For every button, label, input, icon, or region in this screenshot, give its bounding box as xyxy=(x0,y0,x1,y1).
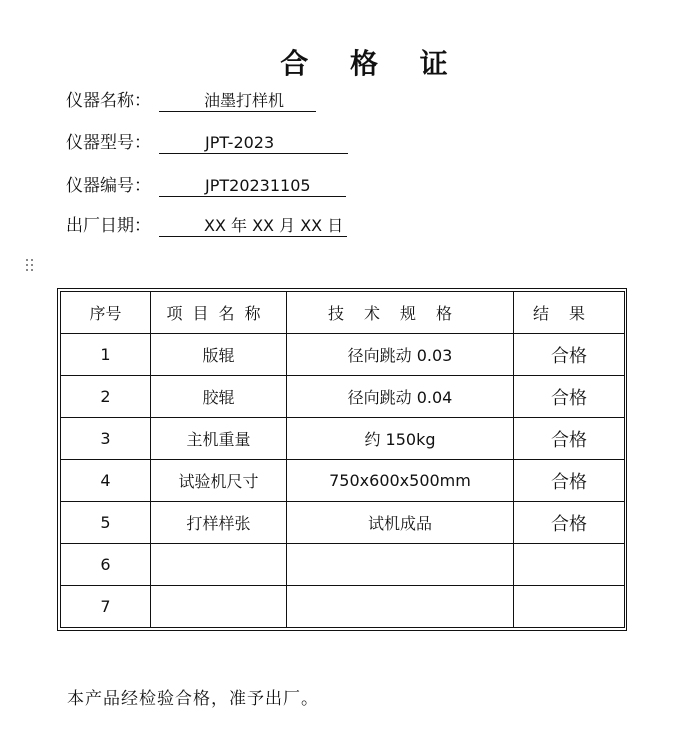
cell-index: 7 xyxy=(61,586,151,628)
field-label: 仪器编号： xyxy=(66,176,151,196)
header-result: 结果 xyxy=(532,304,605,323)
field-label: 仪器名称： xyxy=(66,91,151,111)
cell-spec xyxy=(287,586,514,628)
cell-result: 合格 xyxy=(514,460,625,502)
cell-item xyxy=(151,586,287,628)
field-label: 出厂日期： xyxy=(66,216,151,236)
table-move-handle-icon[interactable] xyxy=(24,258,36,274)
header-item: 项目名称 xyxy=(166,304,271,323)
cell-result: 合格 xyxy=(514,334,625,376)
header-spec: 技术规格 xyxy=(327,304,472,323)
cell-result: 合格 xyxy=(514,502,625,544)
header-cell xyxy=(514,292,625,334)
table-row xyxy=(61,502,625,544)
cell-index: 6 xyxy=(61,544,151,586)
cell-index: 1 xyxy=(61,334,151,376)
inspection-table xyxy=(57,288,627,631)
cell-spec: 约 150kg xyxy=(287,418,514,460)
table-row xyxy=(61,460,625,502)
cell-spec: 径向跳动 0.04 xyxy=(287,376,514,418)
cell-result: 合格 xyxy=(514,376,625,418)
document-title: 合 格 证 xyxy=(280,47,464,80)
cell-result xyxy=(514,586,625,628)
table-row xyxy=(61,418,625,460)
table-row xyxy=(61,544,625,586)
field-value: XX 年 XX 月 XX 日 xyxy=(159,213,347,237)
cell-index: 2 xyxy=(61,376,151,418)
cell-item: 主机重量 xyxy=(151,418,287,460)
cell-item: 打样样张 xyxy=(151,502,287,544)
header-cell xyxy=(151,292,287,334)
cell-item: 胶辊 xyxy=(151,376,287,418)
field-label: 仪器型号： xyxy=(66,133,151,153)
cell-spec: 750x600x500mm xyxy=(287,460,514,502)
cell-item xyxy=(151,544,287,586)
cell-spec xyxy=(287,544,514,586)
cell-result xyxy=(514,544,625,586)
cell-index: 3 xyxy=(61,418,151,460)
cell-item: 试验机尺寸 xyxy=(151,460,287,502)
field-value: JPT-2023 xyxy=(159,130,348,154)
cell-spec: 试机成品 xyxy=(287,502,514,544)
header-index: 序号 xyxy=(89,304,122,323)
cell-result: 合格 xyxy=(514,418,625,460)
cell-item: 版辊 xyxy=(151,334,287,376)
cell-spec: 径向跳动 0.03 xyxy=(287,334,514,376)
cell-index: 4 xyxy=(61,460,151,502)
table-header-row xyxy=(61,292,625,334)
table-row xyxy=(61,376,625,418)
table-row xyxy=(61,586,625,628)
footer-statement: 本产品经检验合格，准予出厂。 xyxy=(67,689,319,709)
header-cell xyxy=(287,292,514,334)
header-cell xyxy=(61,292,151,334)
cell-index: 5 xyxy=(61,502,151,544)
field-value: JPT20231105 xyxy=(159,173,346,197)
table-row xyxy=(61,334,625,376)
field-value: 油墨打样机 xyxy=(159,88,316,112)
